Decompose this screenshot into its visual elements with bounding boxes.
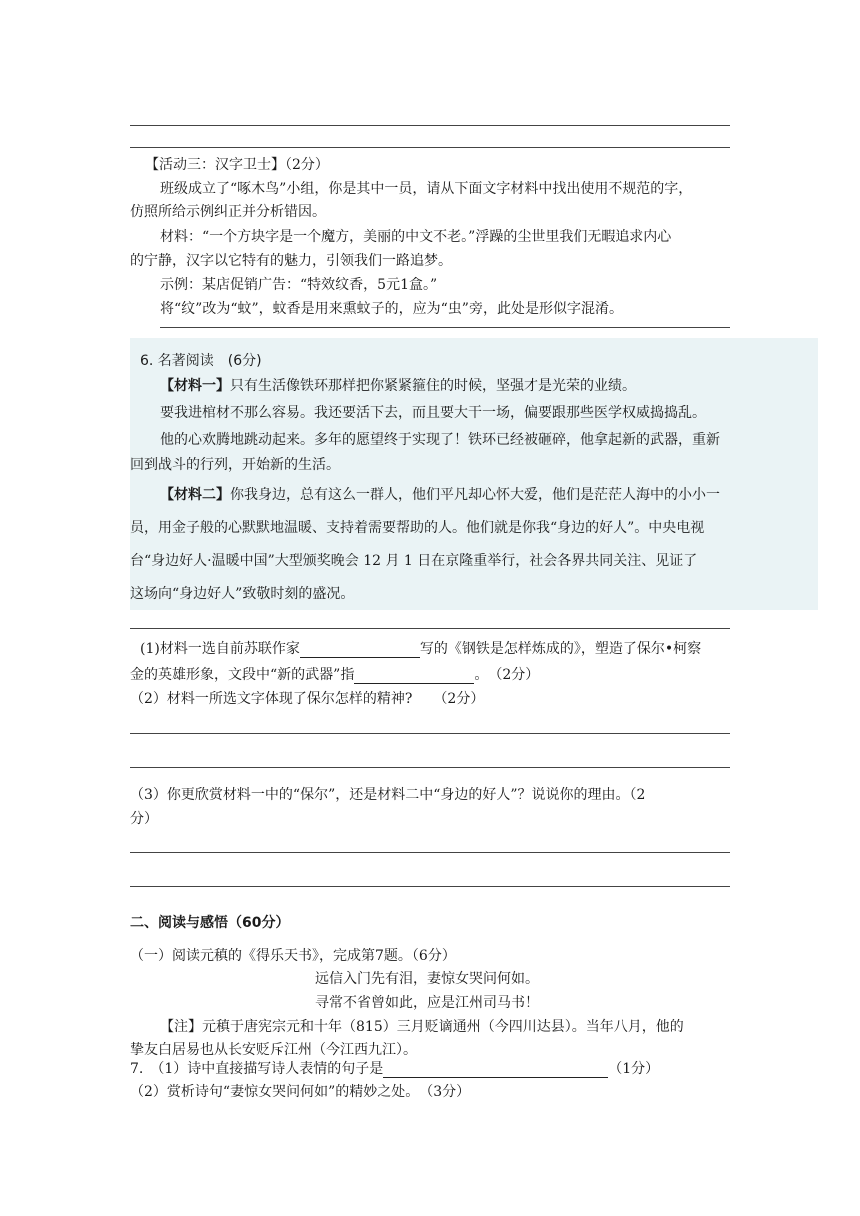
activity3-example-answer: 将“纹”改为“蚊”，蚊香是用来熏蚊子的，应为“虫”旁，此处是形似字混淆。 (160, 301, 623, 317)
q6-sub2: （2）材料一所选文字体现了保尔怎样的精神? （2分） (130, 691, 485, 707)
material2-line2: 员，用金子般的心默默地温暖、支持着需要帮助的人。他们就是你我“身边的好人”。中央电视 (130, 520, 705, 536)
answer-line[interactable] (130, 852, 730, 853)
expression-blank[interactable] (383, 1061, 608, 1078)
answer-line[interactable] (130, 733, 730, 734)
q6-sub1-score: 。 （2分） (474, 667, 540, 683)
poem-line2: 寻常不省曾如此，应是江州司马书！ (315, 995, 539, 1011)
q6-sub1-text: (1)材料一选自前苏联作家 (140, 641, 300, 657)
answer-line (130, 147, 730, 148)
poem-note-line2: 挚友白居易也从长安贬斥江州（今江西九江）。 (130, 1042, 417, 1058)
new-weapon-blank[interactable] (354, 667, 474, 684)
poem-note-line1: 【注】元稹于唐宪宗元和十年（815）三月贬谪通州（今四川达县）。当年八月，他的 (160, 1019, 684, 1035)
material2-line4: 这场向“身边好人”致敬时刻的盛况。 (130, 586, 355, 602)
activity3-material-cont: 的宁静，汉字以它特有的魅力，引领我们一路追梦。 (130, 253, 452, 269)
answer-line (130, 125, 730, 126)
q6-sub1-text-cont: 写的《钢铁是怎样炼成的》，塑造了保尔•柯察 (419, 641, 702, 657)
answer-line[interactable] (130, 767, 730, 768)
answer-line (130, 628, 730, 629)
material1-line4: 回到战斗的行列，开始新的生活。 (130, 457, 340, 473)
section2-part1: （一）阅读元稹的《得乐天书》，完成第7题。（6分） (130, 948, 456, 964)
activity3-instruction-cont: 仿照所给示例纠正并分析错因。 (130, 204, 326, 220)
material2-label: 【材料二】 (160, 487, 230, 503)
q7-sub1 (130, 1058, 659, 1078)
q6-sub3-cont: 分） (130, 811, 158, 827)
activity3-instruction: 班级成立了“啄木鸟”小组，你是其中一员，请从下面文字材料中找出使用不规范的字， (160, 181, 693, 197)
material1-label: 【材料一】 (160, 378, 230, 394)
material1-line1 (160, 375, 636, 395)
material2-text: 你我身边，总有这么一群人，他们平凡却心怀大爱，他们是茫茫人海中的小小一 (230, 487, 720, 503)
q7-sub1-text: 7. （1）诗中直接描写诗人表情的句子是 (130, 1061, 384, 1077)
q6-sub3: （3）你更欣赏材料一中的“保尔”，还是材料二中“身边的好人”？说说你的理由。（2 (130, 787, 646, 803)
material1-line2: 要我进棺材不那么容易。我还要活下去，而且要大干一场，偏要跟那些医学权威捣捣乱。 (160, 405, 706, 421)
material2-line1 (160, 484, 720, 504)
material1-text: 只有生活像铁环那样把你紧紧箍住的时候，坚强才是光荣的业绩。 (230, 378, 636, 394)
activity3-example: 示例：某店促销广告：“特效纹香，5元1盒。” (160, 277, 438, 293)
material1-line3: 他的心欢腾地跳动起来。多年的愿望终于实现了！铁环已经被砸碎，他拿起新的武器，重新 (160, 432, 720, 448)
q7-sub1-score: （1分） (608, 1061, 660, 1077)
q6-sub1-text: 金的英雄形象，文段中“新的武器”指 (130, 667, 355, 683)
q6-sub1-line1 (140, 638, 701, 658)
q6-heading: 6. 名著阅读 (6分) (140, 353, 262, 369)
activity3-material: 材料：“一个方块字是一个魔方，美丽的中文不老。”浮躁的尘世里我们无暇追求内心 (160, 229, 672, 245)
answer-line[interactable] (130, 886, 730, 887)
q6-sub1-line2 (130, 664, 539, 684)
answer-line (160, 327, 730, 328)
author-blank[interactable] (300, 641, 420, 658)
material2-line3: 台“身边好人·温暖中国”大型颁奖晚会 12 月 1 日在京隆重举行，社会各界共同关注、见证了 (130, 553, 698, 569)
poem-line1: 远信入门先有泪，妻惊女哭问何如。 (315, 971, 539, 987)
activity3-title: 【活动三：汉字卫士】（2分） (145, 157, 329, 173)
section2-heading: 二、阅读与感悟（60分） (130, 915, 290, 931)
q7-sub2: （2）赏析诗句“妻惊女哭问何如”的精妙之处。 （3分） (130, 1084, 471, 1100)
